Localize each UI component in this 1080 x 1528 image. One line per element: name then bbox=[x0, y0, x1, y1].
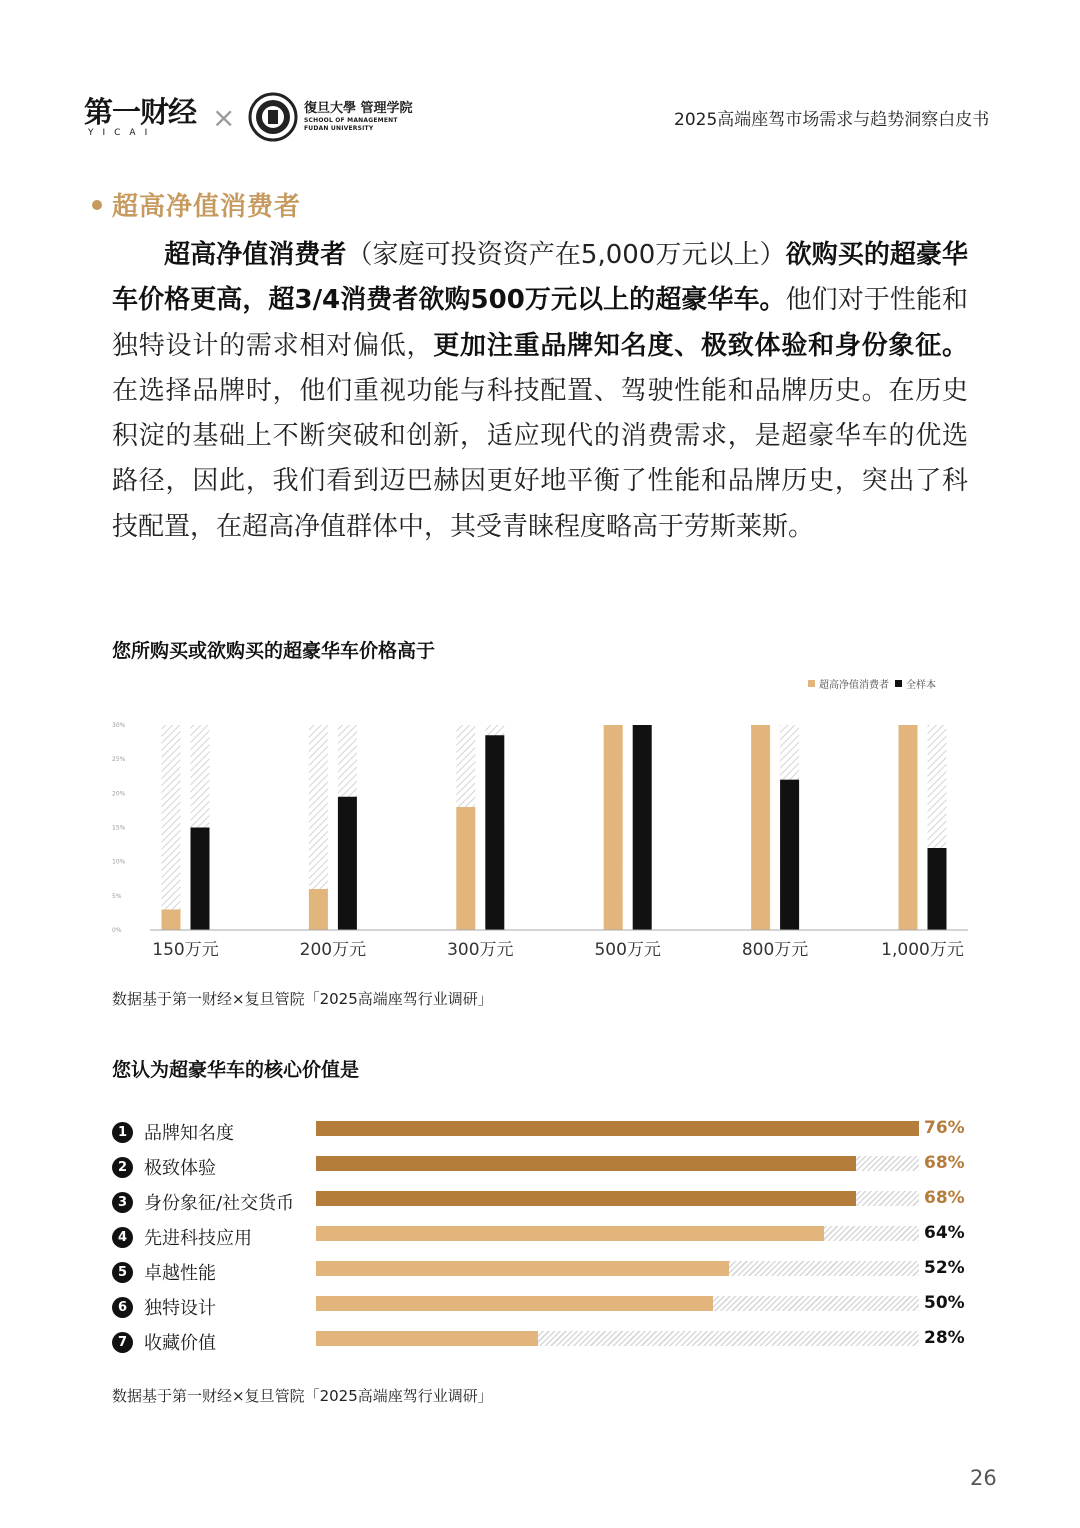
bar-all-sample bbox=[633, 725, 652, 930]
chart2-title: 您认为超豪华车的核心价值是 bbox=[112, 1059, 360, 1081]
bar-uhnw bbox=[751, 725, 770, 930]
para-bold-1: 超高净值消费者 bbox=[164, 240, 347, 270]
fudan-logo bbox=[248, 92, 413, 142]
x-category-label: 300万元 bbox=[447, 940, 514, 960]
value-label: 卓越性能 bbox=[144, 1263, 216, 1284]
x-category-label: 150万元 bbox=[152, 940, 219, 960]
bar-uhnw bbox=[604, 725, 623, 930]
value-bar bbox=[316, 1331, 538, 1346]
para-bold-3: 欲购买的超豪华车价格更高，超3/4消费者欲购500万元以上的超豪华车。 bbox=[112, 240, 968, 316]
value-bar-track bbox=[316, 1121, 919, 1136]
chart2-source: 数据基于第一财经×复旦管院「2025高端座驾行业调研」 bbox=[112, 1387, 493, 1405]
value-bar-track bbox=[316, 1331, 919, 1346]
value-percent-label: 64% bbox=[924, 1223, 965, 1243]
chart1-title: 您所购买或欲购买的超豪华车价格高于 bbox=[112, 640, 436, 662]
y-tick-label: 15% bbox=[112, 824, 126, 832]
bar-uhnw bbox=[456, 807, 475, 930]
value-bar-track bbox=[316, 1156, 919, 1171]
value-row bbox=[112, 1330, 216, 1354]
value-row bbox=[112, 1120, 234, 1144]
y-tick-label: 30% bbox=[112, 722, 126, 729]
price-bar-chart bbox=[100, 705, 980, 965]
value-row bbox=[112, 1260, 216, 1284]
x-category-label: 200万元 bbox=[299, 940, 367, 960]
legend-label-uhnw: 超高净值消费者 bbox=[819, 680, 889, 691]
legend-label-all: 全样本 bbox=[906, 680, 936, 691]
value-bar-track bbox=[316, 1261, 919, 1276]
value-bar bbox=[316, 1156, 856, 1171]
value-percent-label: 52% bbox=[924, 1258, 965, 1278]
x-category-label: 1,000万元 bbox=[881, 940, 964, 960]
rank-number-icon: 1 bbox=[112, 1122, 133, 1143]
value-label: 收藏价值 bbox=[144, 1333, 216, 1354]
report-title: 2025高端座驾市场需求与趋势洞察白皮书 bbox=[674, 110, 990, 130]
value-row bbox=[112, 1155, 216, 1179]
value-percent-label: 68% bbox=[924, 1188, 965, 1208]
page-number: 26 bbox=[970, 1466, 997, 1490]
bar-all-sample bbox=[191, 828, 210, 931]
fudan-logo-en-2: FUDAN UNIVERSITY bbox=[304, 125, 374, 132]
y-tick-label: 20% bbox=[112, 790, 126, 798]
bar-all-sample bbox=[780, 780, 799, 930]
value-label: 品牌知名度 bbox=[144, 1123, 234, 1144]
legend-swatch-uhnw bbox=[808, 680, 815, 687]
fudan-logo-text bbox=[304, 101, 413, 133]
para-text-4: 他们对于性能和独特设计的需求相对偏低， bbox=[112, 285, 968, 361]
logo-separator: × bbox=[212, 101, 236, 134]
value-row bbox=[112, 1225, 252, 1249]
para-bold-5: 更加注重品牌知名度、极致体验和身份象征。 bbox=[433, 330, 968, 361]
value-bar-track bbox=[316, 1296, 919, 1311]
value-bar bbox=[316, 1226, 824, 1241]
yicai-logo bbox=[84, 96, 196, 138]
rank-number-icon: 7 bbox=[112, 1332, 133, 1353]
value-bar bbox=[316, 1121, 919, 1136]
value-percent-label: 68% bbox=[924, 1153, 965, 1173]
rank-number-icon: 6 bbox=[112, 1297, 133, 1318]
x-category-label: 500万元 bbox=[594, 940, 661, 960]
para-text-2: （家庭可投资资产在5,000万元以上） bbox=[346, 240, 786, 270]
y-tick-label: 25% bbox=[112, 756, 126, 764]
para-text-6: 在选择品牌时，他们重视功能与科技配置、驾驶性能和品牌历史。在历史积淀的基础上不断突破和创新，适应现代的消费需求，是超豪华车的优选路径，因此，我们看到迈巴赫因更好地平衡了性能和品牌历史，突出了科技配置，在超高净值群体中，其受青睐程度略高于劳斯莱斯。 bbox=[112, 375, 968, 542]
bar-track bbox=[162, 725, 181, 930]
bar-all-sample bbox=[485, 735, 504, 930]
bar-uhnw bbox=[899, 725, 918, 930]
value-label: 极致体验 bbox=[144, 1158, 216, 1179]
fudan-seal-icon bbox=[248, 92, 298, 142]
yicai-logo-text: 第一财经 bbox=[84, 95, 197, 129]
value-percent-label: 28% bbox=[924, 1328, 965, 1348]
value-label: 先进科技应用 bbox=[144, 1228, 252, 1249]
value-bar-track bbox=[316, 1226, 919, 1241]
bar-uhnw bbox=[309, 889, 328, 930]
chart1-legend bbox=[808, 676, 936, 691]
rank-number-icon: 5 bbox=[112, 1262, 133, 1283]
legend-swatch-all bbox=[895, 680, 902, 687]
value-row bbox=[112, 1190, 294, 1214]
bar-all-sample bbox=[338, 797, 357, 930]
section-title: 超高净值消费者 bbox=[112, 192, 302, 222]
value-label: 身份象征/社交货币 bbox=[144, 1193, 295, 1214]
bar-all-sample bbox=[928, 848, 947, 930]
section-heading bbox=[92, 186, 301, 223]
bar-uhnw bbox=[162, 910, 181, 931]
fudan-logo-cn: 復旦大學 管理学院 bbox=[304, 101, 413, 116]
rank-number-icon: 3 bbox=[112, 1192, 133, 1213]
body-paragraph bbox=[112, 233, 968, 550]
y-tick-label: 0% bbox=[112, 927, 122, 934]
value-percent-label: 76% bbox=[924, 1118, 965, 1138]
value-bar bbox=[316, 1296, 713, 1311]
value-bar-track bbox=[316, 1191, 919, 1206]
x-category-label: 800万元 bbox=[741, 940, 809, 960]
value-bar bbox=[316, 1261, 729, 1276]
y-tick-label: 5% bbox=[112, 892, 122, 900]
value-percent-label: 50% bbox=[924, 1293, 965, 1313]
yicai-logo-latin: YICAI bbox=[88, 128, 157, 138]
bullet-dot-icon bbox=[92, 200, 102, 210]
rank-number-icon: 2 bbox=[112, 1157, 133, 1178]
value-bar bbox=[316, 1191, 856, 1206]
value-row bbox=[112, 1295, 216, 1319]
fudan-logo-en-1: SCHOOL OF MANAGEMENT bbox=[304, 117, 398, 124]
chart1-source: 数据基于第一财经×复旦管院「2025高端座驾行业调研」 bbox=[112, 990, 493, 1008]
rank-number-icon: 4 bbox=[112, 1227, 133, 1248]
y-tick-label: 10% bbox=[112, 858, 126, 866]
value-label: 独特设计 bbox=[144, 1298, 216, 1319]
